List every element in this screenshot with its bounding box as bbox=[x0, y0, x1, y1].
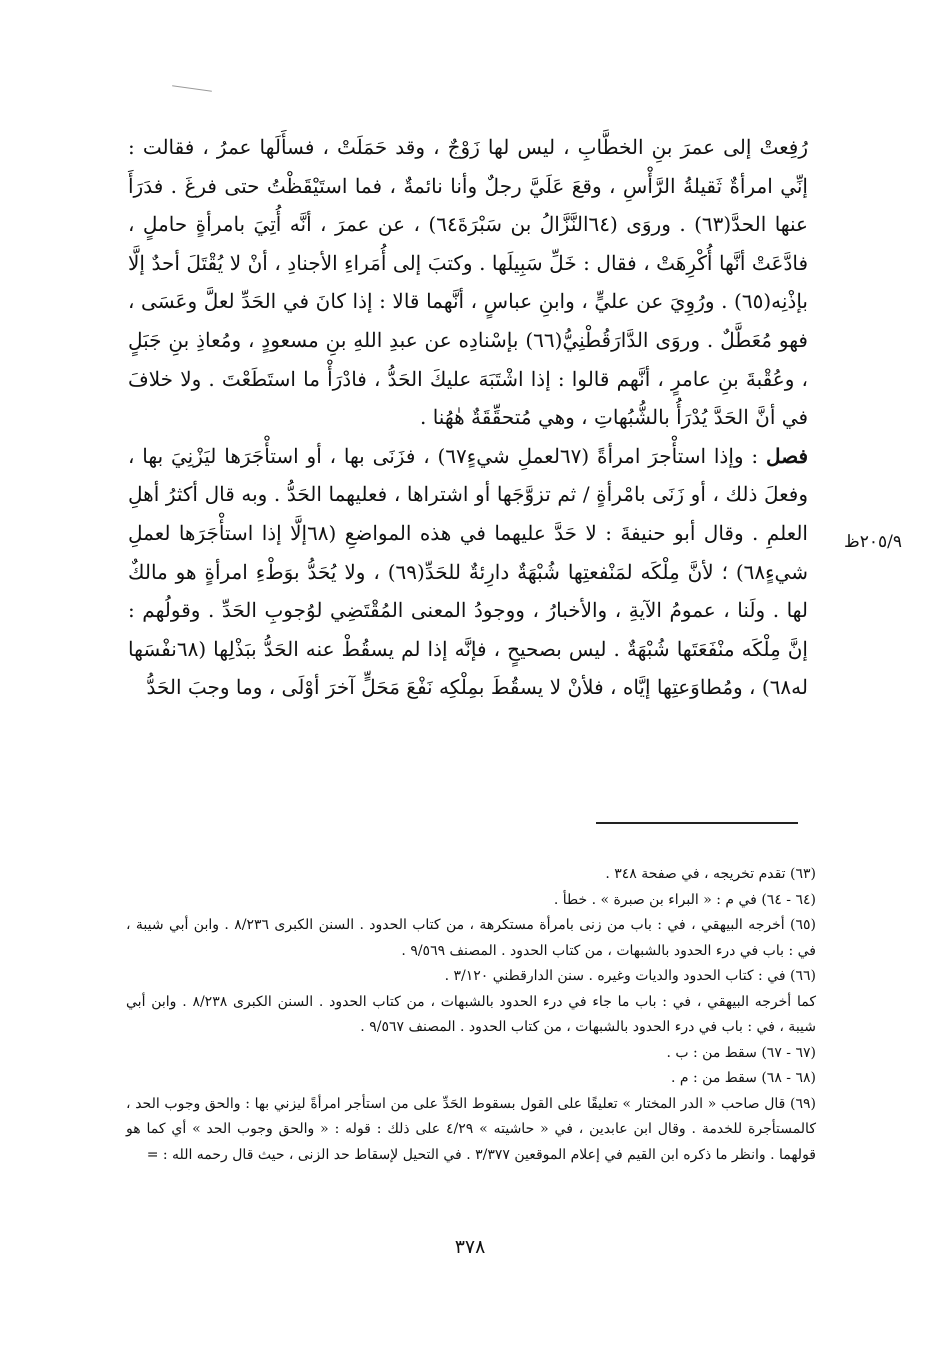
margin-reference: ٢٠٥/٩ظ bbox=[844, 532, 902, 552]
main-text bbox=[128, 128, 808, 707]
footnote-66-continued: كما أخرجه البيهقي ، في : باب ما جاء في درء الحدود بالشبهات ، من كتاب الحدود . السنن الكبرى ٨/٢٣٨ . وابن أبي شيبة ، في : باب في درء الحدود بالشبهات ، من كتاب الحدود . المصنف ٩/٥٦٧ . bbox=[126, 993, 816, 1035]
footnote-64: (٦٤ - ٦٤) في م : « البراء بن صبرة » . خطأ . bbox=[553, 891, 816, 908]
page-number: ٣٧٨ bbox=[454, 1236, 486, 1258]
footnote-68: (٦٨ - ٦٨) سقط من : م . bbox=[670, 1070, 816, 1086]
footnote-divider bbox=[596, 822, 798, 824]
footnote-65: (٦٥) أخرجه البيهقي ، في : باب من زنى بامرأة مستكرهة ، من كتاب الحدود . السنن الكبرى ٨/٢٣٦ . وابن أبي شيبة ، في : باب في درء الحدود بالشبهات ، من كتاب الحدود . المصنف ٩/٥٦٩ . bbox=[126, 917, 816, 959]
paragraph-2-text: : وإذا استأْجرَ امرأةً (٦٧لعملِ شيءٍ٦٧) ، فزَنَى بها ، أو استأْجَرَها ليَزْنِيَ بها ، وفعلَ ذلك ، أو زَنَى بامْرأةٍ / ثم تزوَّجَها أو اشتراها ، فعليهما الحَدُّ . وبه قال أكثرُ أهلِ العلمِ . وقال أبو حنيفةَ : لا حَدَّ عليهما في هذه المواضعِ (٦٨إلَّا إذا استأْجَرَها لعملِ شيءٍ٦٨) ؛ لأنَّ مِلْكَه لمَنْفعتِها شُبْهَةٌ دارِئةٌ للحَدِّ(٦٩) ، ولا يُحَدُّ بوَطْءِ امرأةٍ هو مالكٌ لها . ولَنا ، عمومُ الآيةِ ، والأخبارُ ، ووجودُ المعنى المُقْتَضِي لوُجوبِ الحَدِّ . وقولُهم : إنَّ مِلْكَه منْفَعَتَها شُبْهَةٌ . ليس بصحيحٍ ، فإنَّه إذا لم يسقُطْ عنه الحَدُّ ببَذْلِها (٦٨نفْسَها له٦٨) ، ومُطاوَعتِها إيَّاه ، فلأنْ لا يسقُطَ بمِلْكِه نَفْعَ مَحَلٍّ آخرَ أوْلَى ، وما وجبَ الحَدُّ bbox=[128, 443, 808, 700]
footnote-66: (٦٦) في : كتاب الحدود والديات وغيره . سنن الدارقطني ٣/١٢٠ . bbox=[444, 968, 816, 984]
scan-mark bbox=[172, 85, 212, 92]
footnotes bbox=[126, 862, 816, 1168]
section-heading-fasl: فصل bbox=[765, 443, 809, 468]
footnote-63: (٦٣) تقدم تخريجه ، في صفحة ٣٤٨ . bbox=[605, 866, 816, 882]
paragraph-1: رُفِعتْ إلى عمرَ بنِ الخطَّابِ ، ليس لها زَوْجٌ ، وقد حَمَلَتْ ، فسأَلَها عمرُ ، فقالت : إنِّي امرأةٌ ثَقيلةُ الرَّأْسِ ، وقعَ عَلَيَّ رجلٌ وأنا نائمةٌ ، فما استَيْقَظْتُ حتى فرغَ . فدَرَأَ عنها الحدَّ(٦٣) . وروَى (٦٤النَّزَّالُ بن سَبْرَةَ٦٤) ، عن عمرَ ، أنَّه أُتِيَ بامرأةٍ حاملٍ ، فادَّعَتْ أنَّها أُكْرِهَتْ ، فقال : خَلِّ سَبِيلَها . وكتبَ إلى أُمَراءِ الأجنادِ ، أنْ لا يُقْتَلَ أحدٌ إلَّا بإذْنِه(٦٥) . ورُوِيَ عن عليٍّ ، وابنِ عباسٍ ، أنَّهما قالا : إذا كانَ في الحَدِّ لعلَّ وعَسَى ، فهو مُعَطَّلٌ . وروَى الدَّارَقُطْنِيُّ(٦٦) بإسْنادِه عن عبدِ اللهِ بنِ مسعودٍ ، ومُعاذِ بنِ جَبَلٍ ، وعُقْبةَ بنِ عامرٍ ، أنَّهم قالوا : إذا اشْتَبَهَ عليكَ الحَدُّ ، فادْرَأْ ما استَطَعْتَ . ولا خلافَ في أنَّ الحَدَّ يُدْرَأُ بالشُّبُهاتِ ، وهي مُتحقِّقَةٌ هٰهُنا . bbox=[128, 135, 808, 430]
footnote-69: (٦٩) قال صاحب « الدر المختار » تعليقًا على القول بسقوط الحَدِّ على من استأجر امرأةً ليزني بها : والحق وجوب الحد ، كالمستأجرة للخدمة . وقال ابن عابدين ، في « حاشيته » ٤/٢٩ على ذلك : قوله : « والحق وجوب الحد » أي كما هو قولهما . وانظر ما ذكره ابن القيم في إعلام الموقعين ٣/٣٧٧ . في التحيل لإسقاط حد الزنى ، حيث قال رحمه الله : = bbox=[126, 1095, 816, 1163]
paragraph-2 bbox=[128, 437, 808, 707]
footnote-67: (٦٧ - ٦٧) سقط من : ب . bbox=[666, 1044, 816, 1061]
